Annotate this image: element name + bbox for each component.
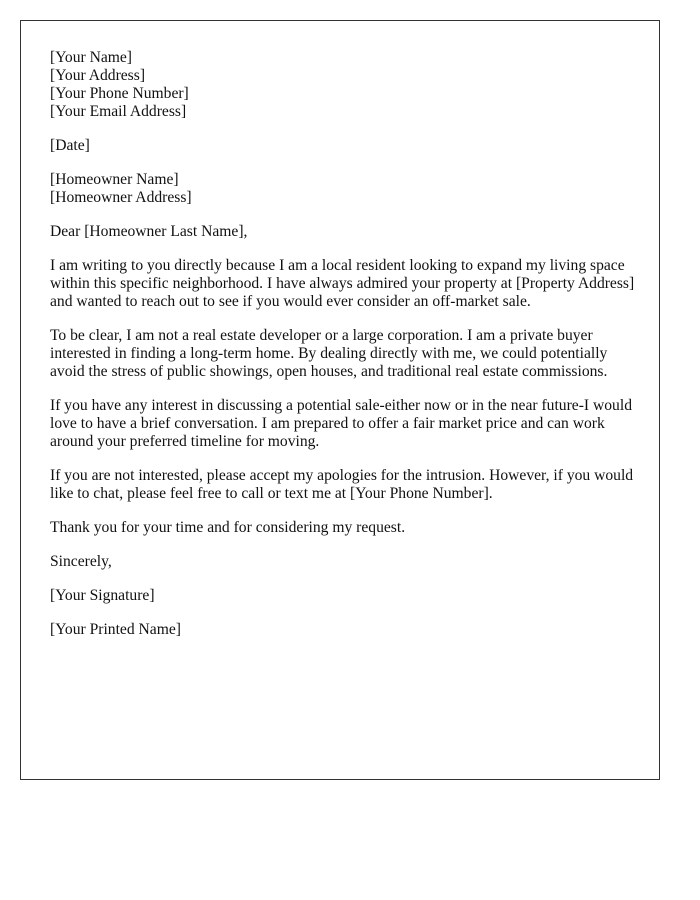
sender-name: [Your Name] xyxy=(50,49,133,66)
letter-content xyxy=(50,49,635,655)
body-paragraph: Thank you for your time and for considering my request. xyxy=(50,519,406,536)
printed-name: [Your Printed Name] xyxy=(50,621,181,638)
body-paragraph: If you are not interested, please accept my apologies for the intrusion. However, if you would like to chat, please feel free to call or text me at [Your Phone Number]. xyxy=(50,467,634,502)
recipient-block xyxy=(50,171,635,207)
letter-date: [Date] xyxy=(50,137,90,154)
recipient-name: [Homeowner Name] xyxy=(50,171,179,188)
body-paragraph: I am writing to you directly because I am a local resident looking to expand my living space within this specific neighborhood. I have always admired your property at [Property Address] and wanted to reach out to see if you would ever consider an off-market sale. xyxy=(50,257,635,310)
sender-address: [Your Address] xyxy=(50,67,146,84)
sender-block xyxy=(50,49,635,121)
letter-page xyxy=(20,20,660,780)
recipient-address: [Homeowner Address] xyxy=(50,189,192,206)
sender-phone: [Your Phone Number] xyxy=(50,85,189,102)
signature-placeholder: [Your Signature] xyxy=(50,587,155,604)
body-paragraph: If you have any interest in discussing a potential sale-either now or in the near future-I would love to have a brief conversation. I am prepared to offer a fair market price and can work around your preferred timeline for moving. xyxy=(50,397,632,450)
date-block xyxy=(50,137,635,155)
body-paragraph: To be clear, I am not a real estate developer or a large corporation. I am a private buyer interested in finding a long-term home. By dealing directly with me, we could potentially avoid the stress of public showings, open houses, and traditional real estate commissions. xyxy=(50,327,608,380)
salutation: Dear [Homeowner Last Name], xyxy=(50,223,248,240)
valediction: Sincerely, xyxy=(50,553,112,570)
sender-email: [Your Email Address] xyxy=(50,103,187,120)
